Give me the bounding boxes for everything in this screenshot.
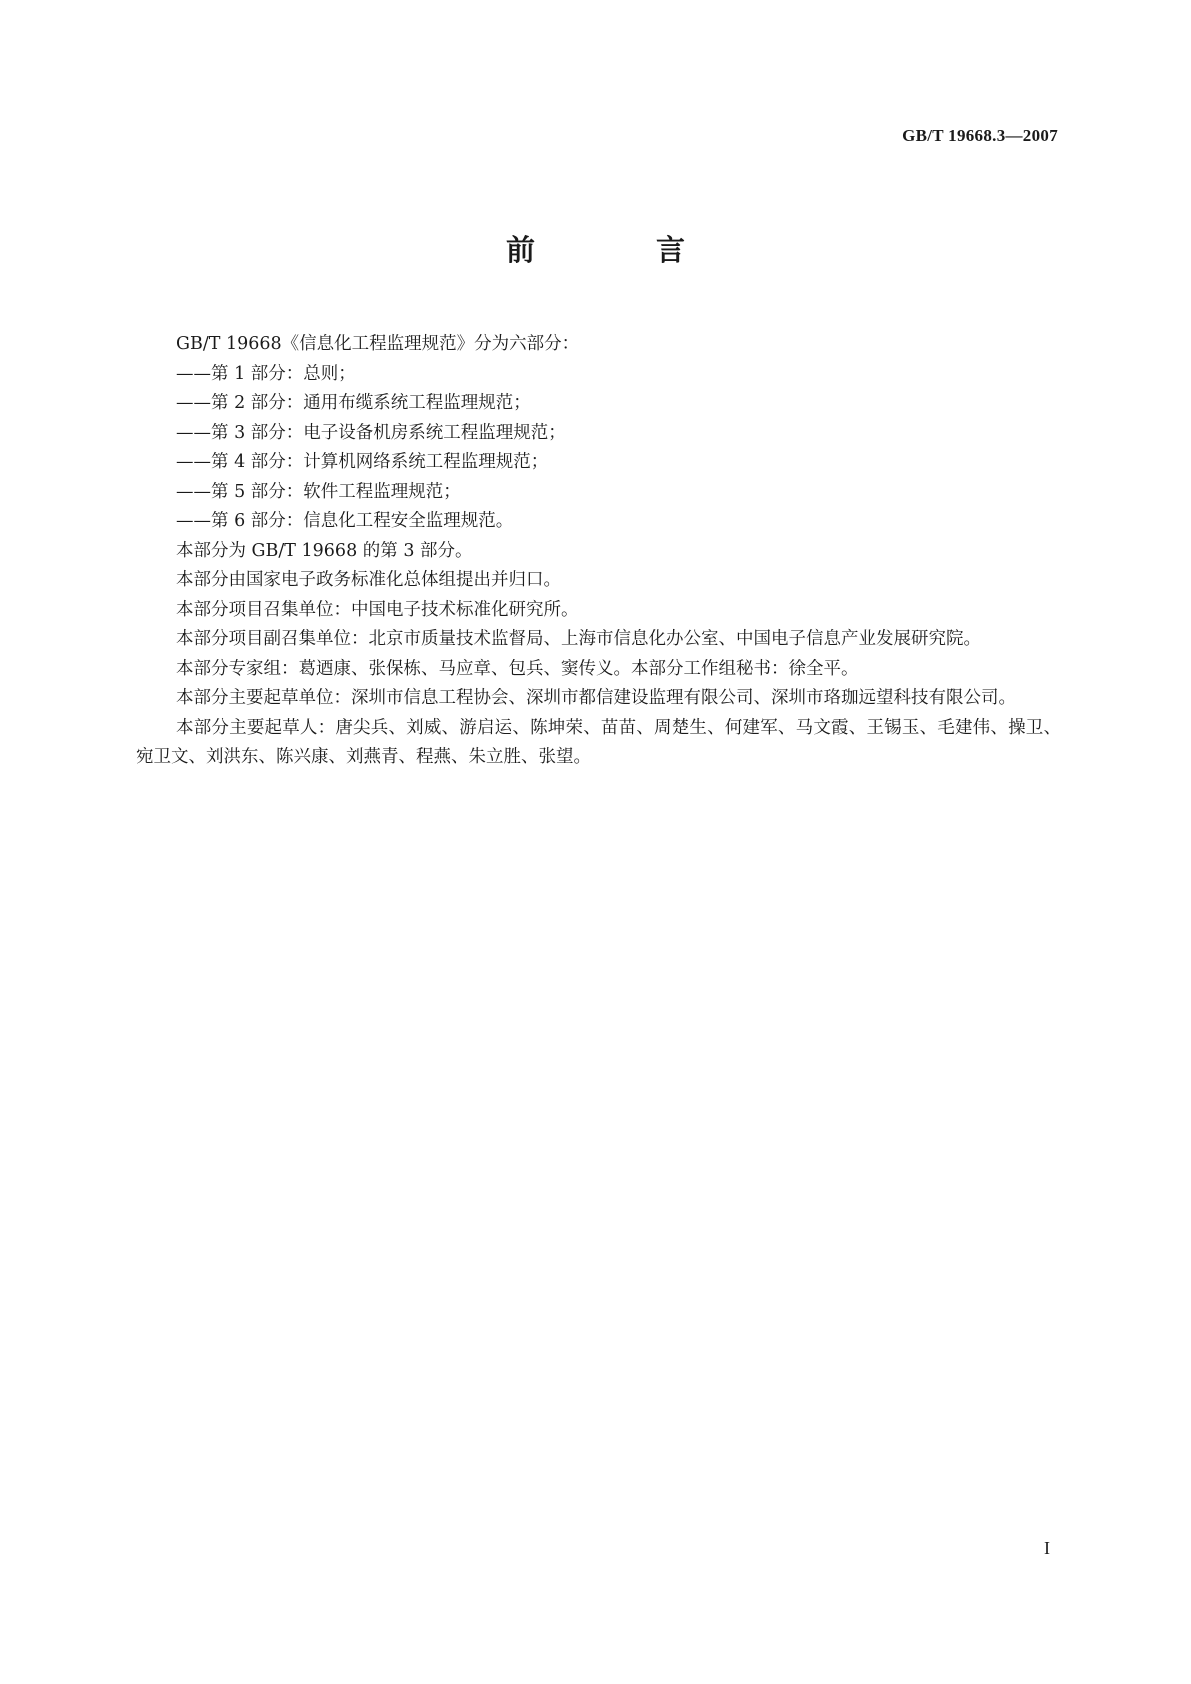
list-item-part-1: ——第 1 部分：总则；	[176, 363, 356, 384]
paragraph-part-statement: 本部分为 GB/T 19668 的第 3 部分。	[176, 540, 473, 561]
page-number: I	[1044, 1538, 1050, 1558]
paragraph-drafters: 本部分主要起草人：唐尖兵、刘威、游启运、陈坤荣、苗苗、周楚生、何建军、马文霞、王锡玉、毛建伟、操卫、宛卫文、刘洪东、陈兴康、刘燕青、程燕、朱立胜、张望。	[136, 717, 1061, 767]
paragraph-expert-group: 本部分专家组：葛迺康、张保栋、马应章、包兵、窦传义。本部分工作组秘书：徐全平。	[176, 658, 859, 679]
foreword-body	[136, 330, 1061, 773]
paragraph-vice-convener: 本部分项目副召集单位：北京市质量技术监督局、上海市信息化办公室、中国电子信息产业发展研究院。	[176, 629, 981, 649]
paragraph-drafting-units: 本部分主要起草单位：深圳市信息工程协会、深圳市都信建设监理有限公司、深圳市珞珈远望科技有限公司。	[176, 688, 1016, 708]
list-item-part-6: ——第 6 部分：信息化工程安全监理规范。	[176, 511, 514, 531]
page-title: 前 言	[505, 233, 731, 267]
list-item-part-5: ——第 5 部分：软件工程监理规范；	[176, 481, 461, 502]
list-item-part-2: ——第 2 部分：通用布缆系统工程监理规范；	[176, 393, 531, 413]
list-item-part-3: ——第 3 部分：电子设备机房系统工程监理规范；	[176, 422, 566, 443]
list-item-part-4: ——第 4 部分：计算机网络系统工程监理规范；	[176, 452, 549, 472]
paragraph-series-intro: GB/T 19668《信息化工程监理规范》分为六部分：	[176, 334, 580, 354]
paragraph-proposer: 本部分由国家电子政务标准化总体组提出并归口。	[176, 570, 561, 590]
standard-number: GB/T 19668.3—2007	[902, 126, 1058, 145]
paragraph-convener: 本部分项目召集单位：中国电子技术标准化研究所。	[176, 599, 579, 620]
